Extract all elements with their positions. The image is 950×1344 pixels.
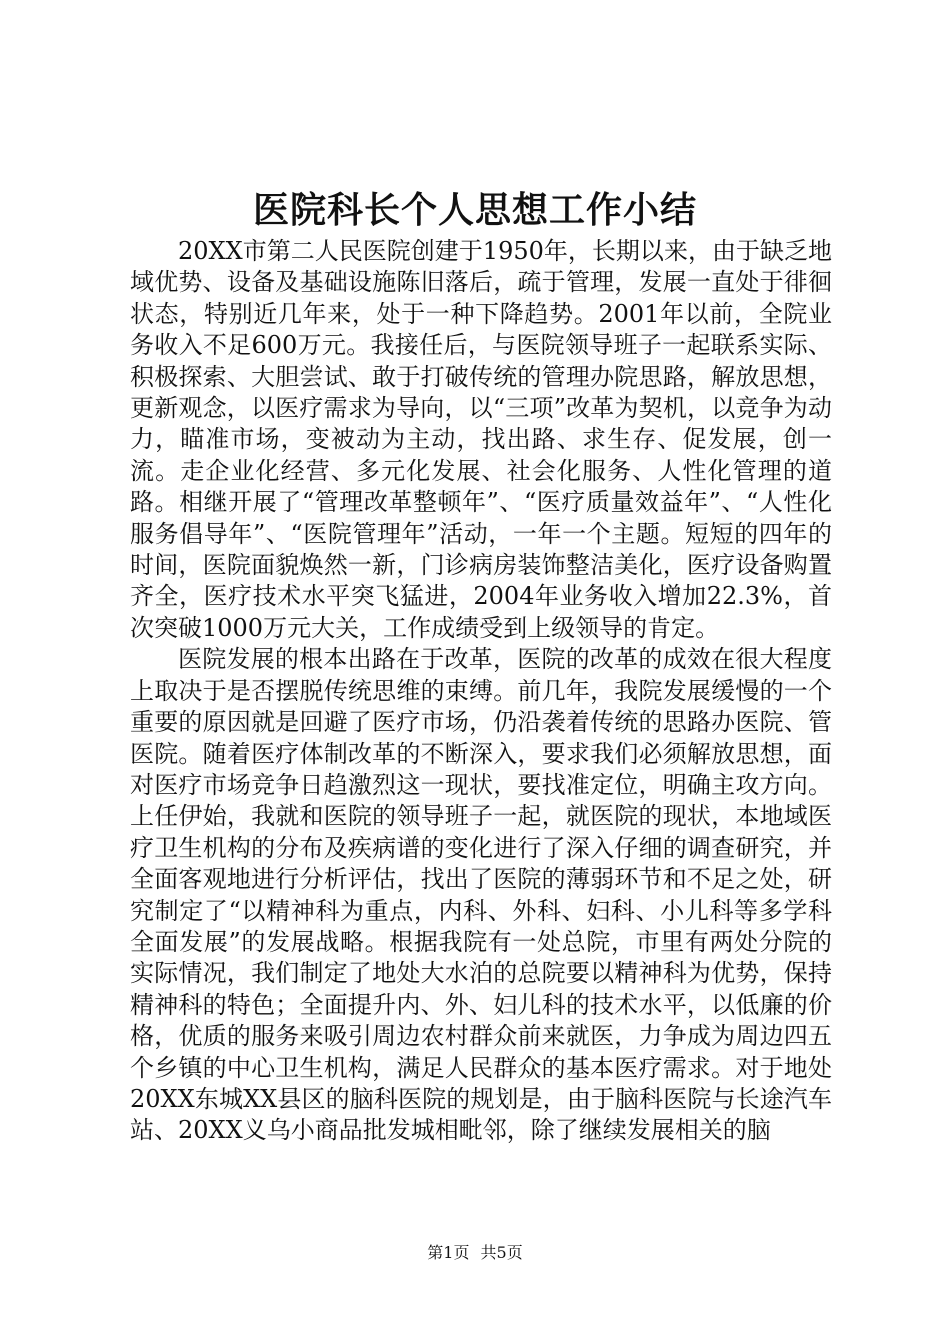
page-footer (0, 1242, 950, 1264)
document-body (130, 236, 832, 1147)
paragraph: 医院发展的根本出路在于改革，医院的改革的成效在很大程度上取决于是否摆脱传统思维的束缚。前几年，我院发展缓慢的一个重要的原因就是回避了医疗市场，仍沿袭着传统的思路办医院、管医院。随着医疗体制改革的不断深入，要求我们必须解放思想，面对医疗市场竞争日趋激烈这一现状，要找准定位，明确主攻方向。上任伊始，我就和医院的领导班子一起，就医院的现状，本地域医疗卫生机构的分布及疾病谱的变化进行了深入仔细的调查研究，并全面客观地进行分析评估，找出了医院的薄弱环节和不足之处，研究制定了“以精神科为重点，内科、外科、妇科、小儿科等多学科全面发展”的发展战略。根据我院有一处总院，市里有两处分院的实际情况，我们制定了地处大水泊的总院要以精神科为优势，保持精神科的特色；全面提升内、外、妇儿科的技术水平，以低廉的价格，优质的服务来吸引周边农村群众前来就医，力争成为周边四五个乡镇的中心卫生机构，满足人民群众的基本医疗需求。对于地处20XX东城XX县区的脑科医院的规划是，由于脑科医院与长途汽车站、20XX义乌小商品批发城相毗邻，除了继续发展相关的脑 (130, 645, 832, 1145)
paragraph: 20XX市第二人民医院创建于1950年，长期以来，由于缺乏地域优势、设备及基础设施陈旧落后，疏于管理，发展一直处于徘徊状态，特别近几年来，处于一种下降趋势。2001年以前，全院业务收入不足600万元。我接任后，与医院领导班子一起联系实际、积极探索、大胆尝试、敢于打破传统的管理办院思路，解放思想，更新观念，以医疗需求为导向，以“三项”改革为契机，以竞争为动力，瞄准市场，变被动为主动，找出路、求生存、促发展，创一流。走企业化经营、多元化发展、社会化服务、人性化管理的道路。相继开展了“管理改革整顿年”、“医疗质量效益年”、“人性化服务倡导年”、“医院管理年”活动，一年一个主题。短短的四年的时间，医院面貌焕然一新，门诊病房装饰整洁美化，医疗设备购置齐全，医疗技术水平突飞猛进，2004年业务收入增加22.3%，首次突破1000万元大关，工作成绩受到上级领导的肯定。 (130, 237, 832, 642)
page-number: 第1页 (427, 1243, 470, 1262)
document-title: 医院科长个人思想工作小结 (252, 189, 697, 231)
page-total: 共5页 (480, 1243, 523, 1262)
